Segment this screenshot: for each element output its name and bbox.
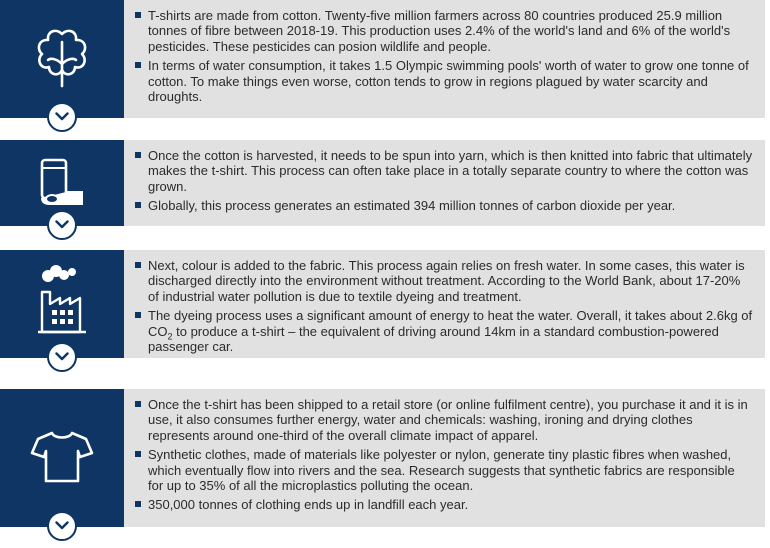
bullet-text xyxy=(134,308,753,354)
section-dyeing xyxy=(0,250,766,358)
text-panel xyxy=(124,0,765,118)
expand-button[interactable] xyxy=(47,511,77,541)
fabric-roll-icon xyxy=(38,156,86,208)
expand-button[interactable] xyxy=(47,342,77,372)
bullet-text: Globally, this process generates an estimated 394 million tonnes of carbon dioxide per year. xyxy=(134,198,753,213)
icon-panel xyxy=(0,140,124,226)
chevron-down-icon xyxy=(55,220,69,229)
bullet-text: Once the cotton is harvested, it needs to be spun into yarn, which is then knitted into fabric that ultimately makes the t-shirt. This process can often take place in a totally separate country to where the cotton was grown. xyxy=(134,148,753,194)
icon-panel xyxy=(0,0,124,118)
bullet-text: In terms of water consumption, it takes 1.5 Olympic swimming pools' worth of water to grow one tonne of cotton. To make things even worse, cotton tends to grow in regions plagued by water scarcity and droughts. xyxy=(134,58,753,104)
section-cotton xyxy=(0,0,766,118)
section-fabric xyxy=(0,140,766,226)
text-panel xyxy=(124,389,765,527)
text-panel xyxy=(124,140,765,226)
bullet-text: Next, colour is added to the fabric. This process again relies on fresh water. In some cases, this water is discharged directly into the environment without treatment. According to the World Bank, about 17-20% of industrial water pollution is due to textile dyeing and treatment. xyxy=(134,258,753,304)
bullet-text: 350,000 tonnes of clothing ends up in landfill each year. xyxy=(134,497,753,512)
bullet-text: Synthetic clothes, made of materials like polyester or nylon, generate tiny plastic fibres when washed, which eventually flow into rivers and the sea. Research suggests that synthetic fabrics are responsible for up to 35% of all the microplastics polluting the ocean. xyxy=(134,447,753,493)
t-shirt-icon xyxy=(30,429,94,485)
chevron-down-icon xyxy=(55,352,69,361)
section-use xyxy=(0,389,766,527)
bullet-text-part: to produce a t-shirt – the equivalent of driving around 14km in a standard combustion-powered passenger car. xyxy=(148,323,719,355)
bullet-text-part: The dyeing process uses a significant amount of energy to heat the water. Overall, it takes about 2.6kg of CO xyxy=(148,308,753,339)
cotton-plant-icon xyxy=(32,26,92,88)
chevron-down-icon xyxy=(55,521,69,530)
factory-icon xyxy=(34,264,90,334)
bullet-text: Once the t-shirt has been shipped to a retail store (or online fulfilment centre), you purchase it and it is in use, it also consumes further energy, water and chemicals: washing, ironing and drying clothes represents around one-third of the overall climate impact of apparel. xyxy=(134,397,753,443)
text-panel xyxy=(124,250,765,358)
expand-button[interactable] xyxy=(47,102,77,132)
icon-panel xyxy=(0,389,124,527)
bullet-text: T-shirts are made from cotton. Twenty-five million farmers across 80 countries produced 25.9 million tonnes of fibre between 2018-19. This production uses 2.4% of the world's land and 6% of the world's pesticides. These pesticides can posion wildlife and people. xyxy=(134,8,753,54)
expand-button[interactable] xyxy=(47,210,77,240)
subscript-2: 2 xyxy=(167,331,173,342)
chevron-down-icon xyxy=(55,112,69,121)
icon-panel xyxy=(0,250,124,358)
